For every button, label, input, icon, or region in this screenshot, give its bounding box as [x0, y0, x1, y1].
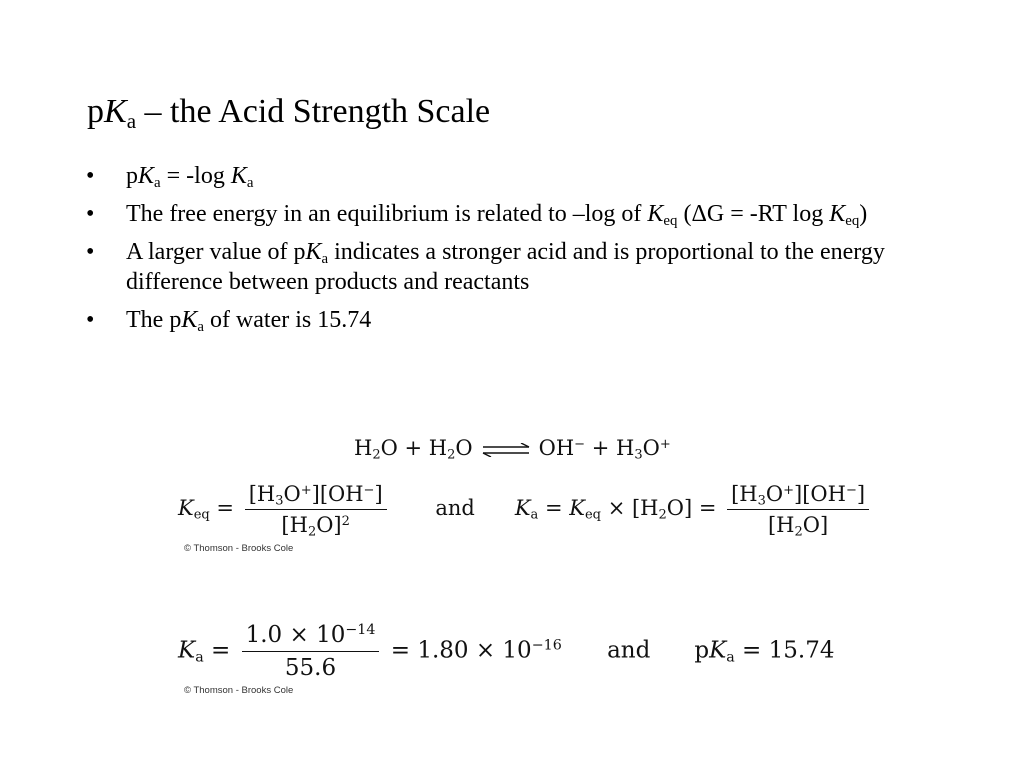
bullet-marker: • [86, 239, 95, 265]
bullet-marker: • [86, 163, 95, 189]
ka-value-equation: $K_a$ = $\frac{1.0 \times 10^{-14}}{55.6}$ = $1.80 \times 10^{-16}$ and $pK_a = 15.74$ [178, 622, 835, 681]
bullet-item-larger-pka: • A larger value of $pK_a$ indicates a stronger acid and is proportional to the energy difference between products and reactants [86, 239, 885, 295]
bullet-item-water-pka: • The $pK_a$ of water is 15.74 [86, 307, 372, 336]
bullet-item-free-energy: • The free energy in an equilibrium is related to –log of $K_{eq}$ (ΔG = -RT $\log K_{eq}$) [86, 201, 868, 230]
keq-fraction: $\frac{[H_3O^+][OH^-]}{[H_2O]^2}$ [245, 482, 387, 537]
and-word: and [435, 496, 475, 520]
ka-value-fraction: $\frac{1.0 \times 10^{-14}}{55.6}$ [242, 622, 380, 681]
equilibrium-arrows-icon [481, 443, 531, 457]
bullet-list [84, 161, 934, 343]
slide-title: $pK_a$ – the Acid Strength Scale [87, 93, 491, 133]
bullet-marker: • [86, 201, 95, 227]
water-autoionization-reaction: $H_2O + H_2O$ $OH^- + H_3O^+$ [354, 436, 671, 463]
image-credit: © Thomson - Brooks Cole [184, 685, 294, 696]
keq-equation: $K_{eq}$ = $\frac{[H_3O^+][OH^-]}{[H_2O]^2}$ and $K_a = K_{eq} \times [H_2O]$ = $\frac{[H_3O^+][OH^-]}{[H_2O]}$ [178, 482, 873, 537]
image-credit: © Thomson - Brooks Cole [184, 543, 294, 554]
bullet-item-pka-definition: • $pK_a = -\log$ $K_a$ [86, 163, 254, 192]
ka-fraction: $\frac{[H_3O^+][OH^-]}{[H_2O]}$ [727, 482, 869, 537]
and-word: and [607, 637, 651, 664]
bullet-marker: • [86, 307, 95, 333]
